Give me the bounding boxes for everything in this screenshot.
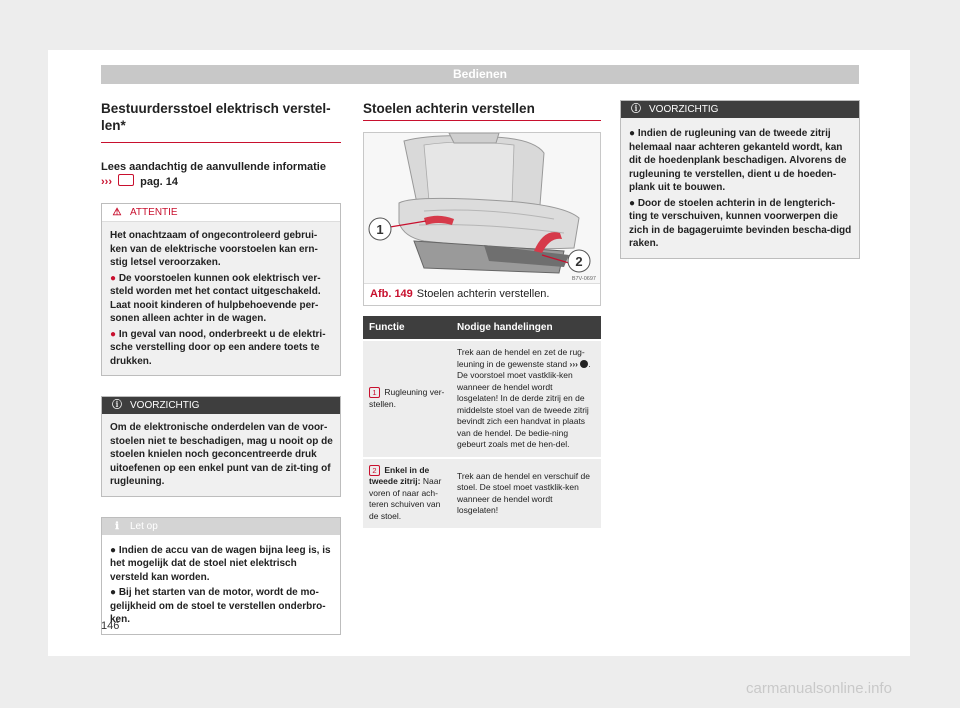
info-icon: ⓘ — [631, 104, 641, 115]
table-cell-function — [363, 340, 451, 458]
watermark: carmanualsonline.info — [746, 680, 892, 697]
instructions-table — [363, 316, 601, 528]
voorzichtig-box-right — [620, 100, 860, 259]
figure-marker-1: 1 — [376, 222, 384, 237]
table-cell-function — [363, 458, 451, 529]
voorzichtig-text: Om de elektronische onderdelen van de voor-stoelen niet te beschadigen, mag u nooit op de stoelen knielen noch geconcentreerde druk uitoefenen op een enkel punt van de zit-ting of rugleuning. — [110, 422, 333, 487]
letop-body — [102, 535, 340, 634]
table-cell-action — [451, 458, 601, 529]
section-title-driver-seat: Bestuurdersstoel elektrisch verstel-len* — [101, 100, 341, 143]
column-left — [101, 100, 341, 635]
attentie-box — [101, 203, 341, 376]
figure-code: B7V-0697 — [571, 276, 596, 282]
warning-icon: ⚠ — [112, 207, 122, 218]
figure-caption — [364, 283, 600, 305]
section-title-rear-seats: Stoelen achterin verstellen — [363, 100, 601, 121]
page-header: Bedienen — [101, 65, 859, 84]
bullet-icon: ● — [110, 544, 119, 556]
intro-page-ref[interactable]: pag. 14 — [140, 176, 179, 188]
table-row — [363, 458, 601, 529]
intro-label: Lees aandachtig de aanvullende informatie — [101, 161, 326, 173]
note-icon: ℹ — [115, 520, 119, 532]
page-number: 146 — [101, 620, 120, 632]
voorzichtig-header — [102, 397, 340, 414]
figure-marker-2: 2 — [575, 254, 583, 269]
bullet-icon: ● — [629, 128, 638, 139]
table-header-functie: Functie — [363, 316, 451, 340]
attentie-bullet: ● De voorstoelen kunnen ook elektrisch ver-steld worden met het contact uitgeschakeld. Laat nooit kinderen of hulpbehoevende per-sonen alleen achter in de wagen. — [110, 272, 321, 324]
bullet-icon: ● — [110, 272, 119, 284]
table-cell-action — [451, 340, 601, 458]
voorzichtig-bullet: ● Indien de rugleuning van de tweede zitrij helemaal naar achteren gekanteld wordt, kan dit de hoedenplank beschadigen. Alvorens de rugleuning te verstellen, dient u de hoeden-plank uit te bouwen. — [629, 128, 847, 193]
voorzichtig-bullet: ● Door de stoelen achterin in de lengterich-ting te verschuiven, kunnen voorwerpen die zich in de bagageruimte bevinden bescha-digd raken. — [629, 197, 852, 249]
table-header-handelingen: Nodige handelingen — [451, 316, 601, 340]
figure-caption-text: Stoelen achterin verstellen. — [416, 288, 550, 300]
voorzichtig-header — [621, 101, 859, 118]
figure-label: Afb. 149 — [370, 288, 413, 300]
bullet-icon: ● — [110, 328, 119, 340]
voorzichtig-label: VOORZICHTIG — [130, 400, 200, 411]
voorzichtig-label: VOORZICHTIG — [649, 104, 719, 115]
letop-box — [101, 517, 341, 635]
intro-text — [101, 160, 341, 189]
attentie-header — [102, 204, 340, 222]
reference-arrow-icon: ››› — [101, 176, 112, 188]
table-row — [363, 340, 601, 458]
row-number-badge: 1 — [369, 387, 380, 398]
letop-label: Let op — [130, 520, 158, 532]
seat-illustration — [364, 133, 600, 283]
row-function-bold: Enkel in de tweede zitrij: — [369, 464, 430, 486]
table-header-row — [363, 316, 601, 340]
bullet-icon: ● — [110, 587, 119, 598]
voorzichtig-box — [101, 396, 341, 497]
bullet-icon: ● — [629, 197, 638, 209]
voorzichtig-body — [621, 118, 859, 258]
column-right — [620, 100, 860, 259]
row-action-text-cont: . De voorstoel moet vastklik-ken wanneer de hendel wordt losgelaten! In de derde zitrij en de middelste stoel van de tweede zitrij bevindt zich een handvat in plaats van de hendel. De bedie-ning gebeurt zoals met de hen-del. — [457, 358, 591, 449]
column-middle — [363, 100, 601, 528]
row-action-text: Trek aan de hendel en verschuif de stoel. De stoel moet vastklik-ken wanneer de hendel wordt losgelaten! — [457, 470, 590, 515]
attentie-bullet: ● In geval van nood, onderbreekt u de elektri-sche verstelling door op een andere toets te drukken. — [110, 328, 326, 367]
letop-bullet: ● Bij het starten van de motor, wordt de mo-gelijkheid om de stoel te verstellen onderbro-ken. — [110, 587, 326, 625]
attentie-body — [102, 222, 340, 375]
row-function-text: Naar voren of naar ach-teren schuiven van de stoel. — [369, 476, 442, 521]
letop-bullet: ● Indien de accu van de wagen bijna leeg is, is het mogelijk dat de stoel niet elektrisch versteld kan worden. — [110, 544, 331, 583]
voorzichtig-body — [102, 414, 340, 496]
letop-header — [102, 518, 340, 535]
row-number-badge: 2 — [369, 465, 380, 476]
attentie-label: ATTENTIE — [130, 207, 178, 218]
info-icon: ⓘ — [112, 400, 122, 411]
book-icon — [118, 174, 134, 186]
row-action-text: Trek aan de hendel en zet de rug-leuning in de gewenste stand — [457, 347, 585, 369]
attentie-text: Het onachtzaam of ongecontroleerd gebrui-ken van de elektrische voorstoelen kan ern-stig letsel veroorzaken. — [110, 230, 318, 268]
figure-rear-seat — [363, 132, 601, 306]
reference-arrow-icon: ››› — [569, 358, 578, 369]
row-function-text: Rugleuning ver-stellen. — [369, 387, 445, 409]
